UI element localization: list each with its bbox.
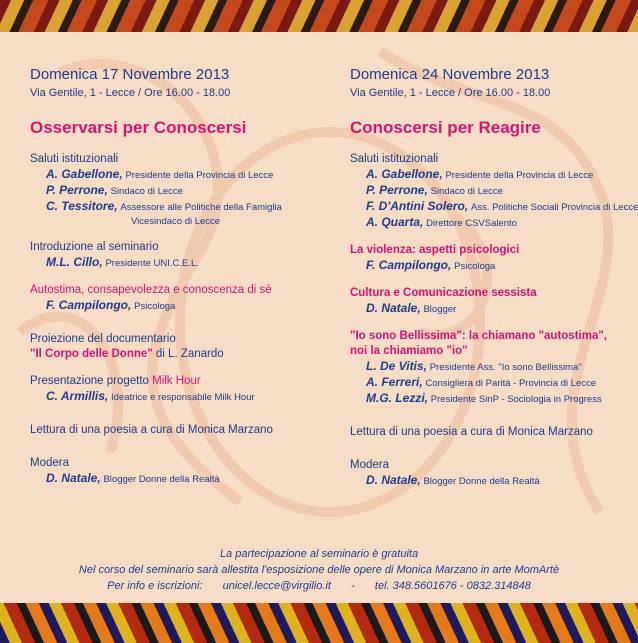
progetto-name: Milk Hour [152,375,201,387]
documentary-title: "Il Corpo delle Donne" [30,348,153,360]
documentary-author: di L. Zanardo [152,348,224,360]
speaker-role: Consigliera di Parità - Provincia di Lecce [425,378,597,389]
left-saluti-row [30,199,330,215]
speaker-role: Psicologa [134,301,176,312]
right-saluti-label: Saluti istituzionali [350,153,439,165]
bottom-artwork-border [0,603,638,643]
info-label: Per info e iscrizioni: [107,580,203,592]
contact-phone[interactable]: tel. 348.5601676 - 0832.314848 [374,580,531,592]
speaker-name: M.G. Lezzi, [366,391,429,405]
left-saluti-label: Saluti istituzionali [30,153,119,165]
speaker-name: A. Gabellone, [46,167,123,181]
right-bellissima-row [350,391,638,407]
right-saluti-row [350,167,638,183]
speaker-name: C. Tessitore, [46,199,118,213]
right-cultura-row [350,301,638,317]
speaker-name: D. Natale, [366,473,421,487]
speaker-role: Assessore alle Politiche della Famiglia [120,202,282,213]
speaker-name: C. Armillis, [46,389,109,403]
left-modera-row [30,471,330,487]
right-venue: Via Gentile, 1 - Lecce / Ore 16.00 - 18.00 [350,87,551,99]
right-bellissima-row [350,359,638,375]
speaker-role: Psicologa [454,261,496,272]
speaker-name: P. Perrone, [366,183,428,197]
speaker-role: Presidente della Provincia di Lecce [125,170,274,181]
speaker-role: Sindaco di Lecce [430,186,503,197]
left-progetto-line [30,374,330,389]
speaker-role: Presidente della Provincia di Lecce [445,170,594,181]
speaker-name: A. Gabellone, [366,167,443,181]
footer-free-entry: La partecipazione al seminario è gratuita [219,548,419,560]
footer-info [0,546,638,594]
left-lettura: Lettura di una poesia a cura di Monica Marzano [30,424,273,436]
left-progetto-row [30,389,330,405]
speaker-name: F. Campilongo, [46,298,132,312]
left-proiezione-label: Proiezione del documentario [30,333,176,345]
speaker-name: P. Perrone, [46,183,108,197]
speaker-name: L. De Vitis, [366,359,427,373]
right-violenza-row [350,258,638,274]
right-modera-row [350,473,638,489]
speaker-name: D. Natale, [366,301,421,315]
right-cultura-label: Cultura e Comunicazione sessista [350,287,537,299]
right-saluti-row [350,183,638,199]
speaker-role: Blogger [423,304,457,315]
right-bellissima-label-2: noi la chiamiamo "io" [350,345,468,357]
speaker-role: Presidente UNI.C.E.L. [105,258,199,269]
right-bellissima-label: "Io sono Bellissima": la chiamano "autostima", [350,330,607,342]
left-autostima-row [30,298,330,314]
speaker-role: Presidente SinP - Sociologia in Progress [430,394,602,405]
left-intro-row [30,255,330,271]
speaker-role: Presidente Ass. "Io sono Bellissima" [429,362,582,373]
progetto-label: Presentazione progetto [30,375,153,387]
right-lettura: Lettura di una poesia a cura di Monica Marzano [350,426,593,438]
right-modera-label: Modera [350,459,389,471]
left-program-column [30,66,330,487]
footer-contacts [0,578,638,594]
speaker-name: F. Campilongo, [366,258,452,272]
footer-exhibition: Nel corso del seminario sarà allestita l'esposizione delle opere di Monica Marzano in arte MomArtè [78,564,560,576]
left-autostima-label: Autostima, consapevolezza e conoscenza di sè [30,284,272,296]
left-intro-label: Introduzione al seminario [30,241,159,253]
right-violenza-label: La violenza: aspetti psicologici [350,244,520,256]
left-date: Domenica 17 Novembre 2013 [30,66,230,83]
speaker-name: D. Natale, [46,471,101,485]
right-saluti-row [350,199,638,215]
right-bellissima-row [350,375,638,391]
left-saluti-row [30,183,330,199]
speaker-role: Direttore CSVSalento [426,218,517,229]
left-saluti-row [30,167,330,183]
speaker-role: Blogger Donne della Realtà [103,474,220,485]
left-title: Osservarsi per Conoscersi [30,118,247,137]
speaker-role-continued: Vicesindaco di Lecce [131,216,221,227]
speaker-role: Ideatrice e responsabile Milk Hour [111,392,255,403]
right-saluti-row [350,215,638,231]
speaker-role: Ass. Politiche Sociali Provincia di Lecce [470,202,638,213]
right-date: Domenica 24 Novembre 2013 [350,66,550,83]
speaker-name: M.L. Cillo, [46,255,103,269]
right-program-column [350,66,638,489]
right-title: Conoscersi per Reagire [350,118,541,137]
speaker-name: A. Quarta, [366,215,424,229]
content-panel [0,32,638,603]
top-artwork-border [0,0,638,32]
left-modera-label: Modera [30,457,69,469]
speaker-role: Sindaco di Lecce [110,186,183,197]
speaker-role: Blogger Donne della Realtà [423,476,540,487]
contact-separator: - [351,580,355,592]
speaker-name: A. Ferreri, [366,375,423,389]
contact-email[interactable]: unicel.lecce@virgilio.it [222,580,331,592]
left-venue: Via Gentile, 1 - Lecce / Ore 16.00 - 18.00 [30,87,231,99]
left-proiezione-line [30,347,330,362]
speaker-name: F. D'Antini Solero, [366,199,469,213]
